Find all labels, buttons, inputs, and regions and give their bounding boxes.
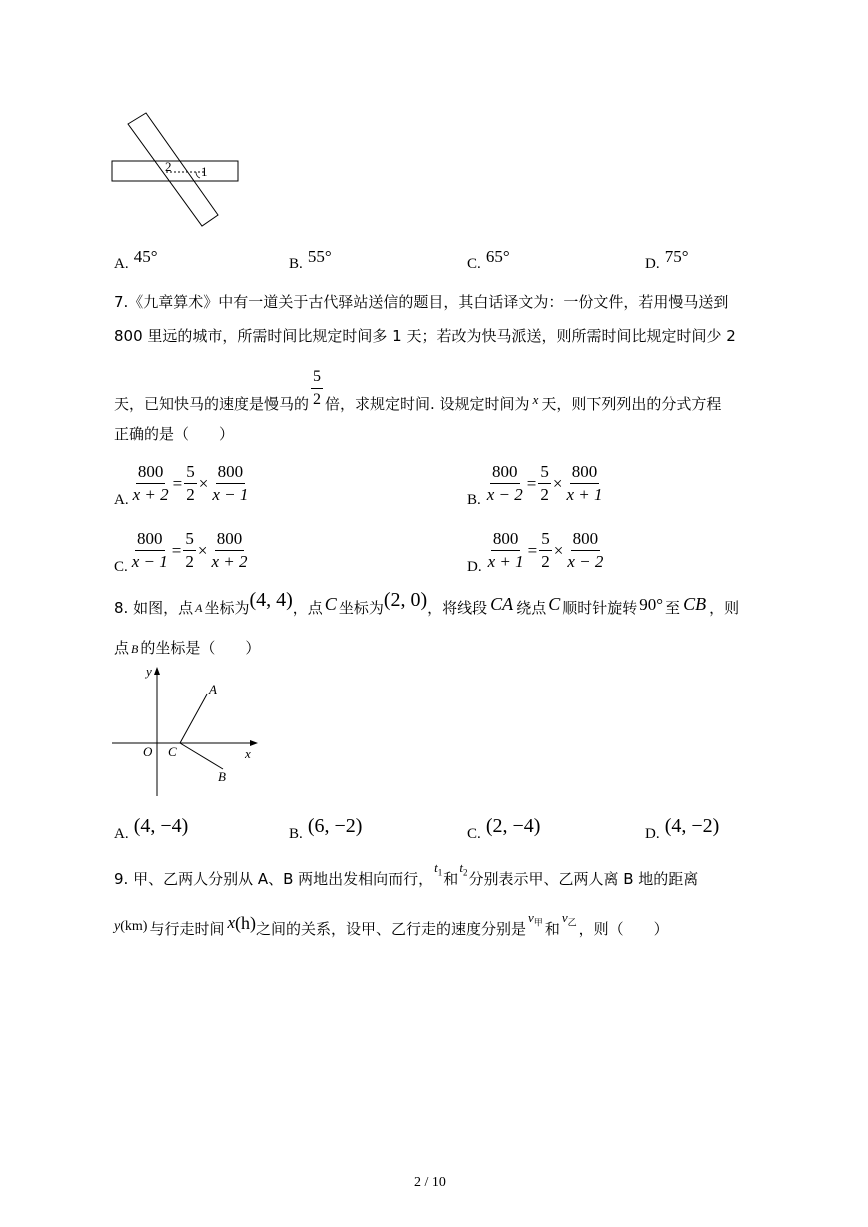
segment-ca (180, 694, 207, 743)
q9-line-1: 9. 甲、乙两人分别从 A、B 两地出发相向而行， $t_1$ 和 $t_2$ 分别表示甲、乙两人离 B 地的距离 (114, 860, 699, 888)
y-axis-label: y (146, 664, 152, 679)
q6-option-d: D. 75° (645, 247, 689, 272)
point-c-label: C (168, 744, 177, 759)
q7-line-2: 800 里远的城市，所需时间比规定时间多 1 天；若改为快马派送，则所需时间比规定时间少 2 (114, 327, 736, 345)
q7-line-1: 7.《九章算术》中有一道关于古代驿站送信的题目，其白话译文为：一份文件，若用慢马送到 (114, 293, 729, 311)
segment-cb (180, 743, 223, 769)
page-number: 2 / 10 (414, 1175, 446, 1190)
q8-option-c: C. (2, −4) (467, 815, 541, 842)
q8-option-b: B. (6, −2) (289, 815, 363, 842)
q6-option-b: B. 55° (289, 247, 332, 272)
horizontal-strip (112, 161, 238, 181)
q8-option-a: A. (4, −4) (114, 815, 189, 842)
x-axis-label: x (245, 746, 251, 761)
q7-line-3: 天，已知快马的速度是慢马的 $\frac{5}{2}$ 倍，求规定时间. 设规定时间为 x 天，则下列列出的分式方程 (114, 367, 722, 413)
q6-option-a: A. 45° (114, 247, 158, 272)
q7-option-b: B. $\frac{800}{x - 2}$ = $\frac{5}{2}$ × $\frac{800}{x + 1}$ (467, 462, 603, 508)
q8-line-2: 点 B 的坐标是（ ） (114, 639, 261, 657)
q8-coordinate-figure (110, 660, 270, 800)
q7-option-d: D. $\frac{800}{x + 1}$ = $\frac{5}{2}$ × $\frac{800}{x - 2}$ (467, 529, 604, 575)
angle-arc (196, 172, 200, 178)
y-axis-arrow (154, 667, 160, 675)
q9-line-2: y (km) 与行走时间 x (h) 之间的关系，设甲、乙行走的速度分别是 $v_甲$ 和 $v_乙$ ，则（ ） (114, 910, 669, 938)
point-a-label: A (209, 682, 217, 697)
x-axis-arrow (250, 740, 258, 746)
q8-option-d: D. (4, −2) (645, 815, 720, 842)
q7-option-a: A. $\frac{800}{x + 2}$ = $\frac{5}{2}$ × $\frac{800}{x - 1}$ (114, 462, 249, 508)
origin-label: O (143, 744, 153, 759)
q7-line-4: 正确的是（ ） (114, 425, 235, 443)
q8-line-1: 8. 如图，点 A 坐标为 (4, 4) ，点 C 坐标为 (2, 0) ，将线段 CA 绕点 C 顺时针旋转 90° 至 CB ，则 (114, 589, 740, 617)
q6-figure (108, 110, 248, 235)
q6-option-c: C. 65° (467, 247, 510, 272)
angle-2-label: 2 (165, 159, 172, 174)
point-b-label: B (218, 769, 226, 784)
angle-1-label: 1 (201, 164, 208, 179)
q7-option-c: C. $\frac{800}{x - 1}$ = $\frac{5}{2}$ × $\frac{800}{x + 2}$ (114, 529, 248, 575)
ratio-fraction: $\frac{5}{2}$ (313, 367, 322, 408)
